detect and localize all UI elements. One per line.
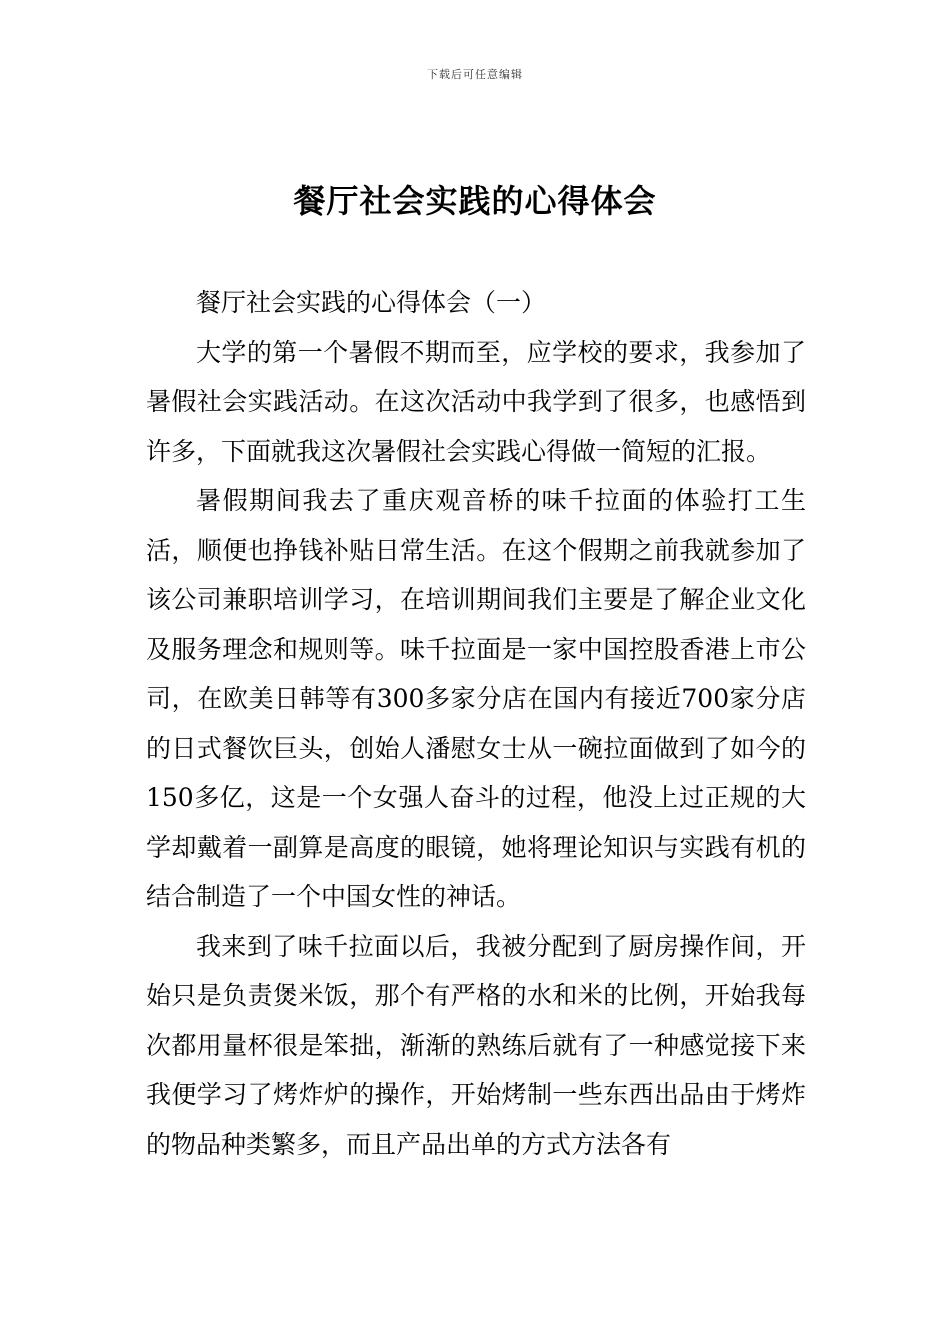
- paragraph: 暑假期间我去了重庆观音桥的味千拉面的体验打工生活，顺便也挣钱补贴日常生活。在这个假期之前我就参加了该公司兼职培训学习，在培训期间我们主要是了解企业文化及服务理念和规则等。味千拉面是一家中国控股香港上市公司，在欧美日韩等有300多家分店在国内有接近700家分店的日式餐饮巨头，创始人潘慰女士从一碗拉面做到了如今的150多亿，这是一个女强人奋斗的过程，他没上过正规的大学却戴着一副算是高度的眼镜，她将理论知识与实践有机的结合制造了一个中国女性的神话。: [146, 486, 806, 911]
- section-subtitle: 餐厅社会实践的心得体会（一）: [196, 288, 547, 317]
- paragraph: 我来到了味千拉面以后，我被分配到了厨房操作间，开始只是负责煲米饭，那个有严格的水和米的比例，开始我每次都用量杯很是笨拙，渐渐的熟练后就有了一种感觉接下来我便学习了烤炸炉的操作，开始烤制一些东西出品由于烤炸的物品种类繁多，而且产品出单的方式方法各有: [146, 931, 806, 1159]
- paragraph: 大学的第一个暑假不期而至，应学校的要求，我参加了暑假社会实践活动。在这次活动中我学到了很多，也感悟到许多，下面就我这次暑假社会实践心得做一简短的汇报。: [146, 337, 806, 466]
- document-title: 餐厅社会实践的心得体会: [293, 182, 657, 220]
- header-note: 下载后可任意编辑: [427, 68, 523, 81]
- document-body: [146, 278, 806, 1169]
